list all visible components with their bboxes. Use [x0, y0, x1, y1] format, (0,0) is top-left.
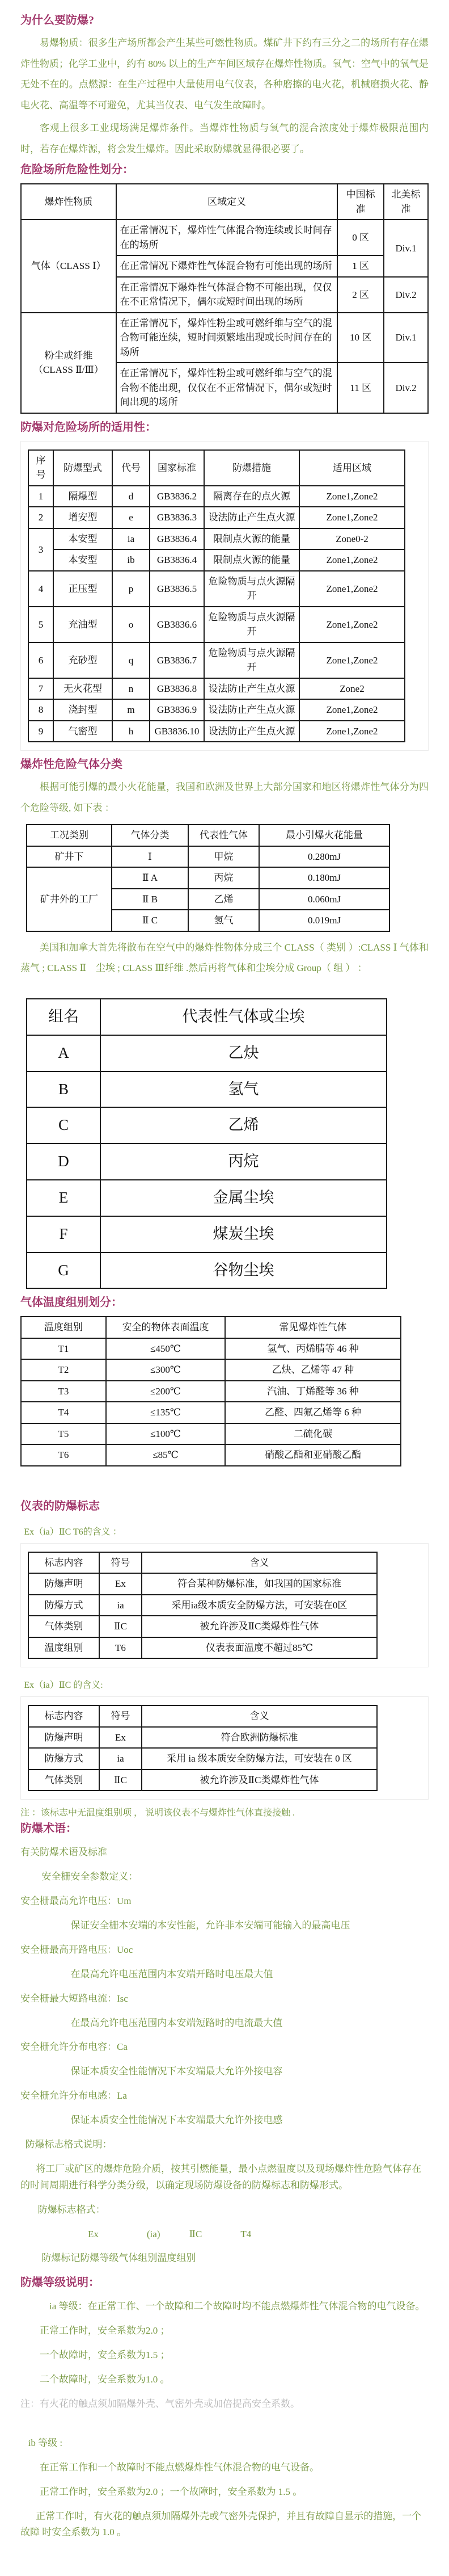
section-heading-gas-classes: 爆炸性危险气体分类 [20, 758, 122, 771]
column-header: 常见爆炸性气体 [225, 1317, 401, 1338]
table-cell: 气体类别 [28, 1616, 99, 1637]
table-cell: Div.1 [384, 220, 428, 277]
table-cell: 2 区 [337, 277, 384, 313]
mark-note: 注 ：该标志中无温度组别项 ， 说明该仪表不与爆炸性气体直接接触 . [20, 1808, 295, 1818]
text-line: 保证本质安全性能情况下本安端最大允许外接电感 [70, 2115, 283, 2126]
table-cell: 限制点火源的能量 [204, 549, 299, 571]
table-cell: Zone1,Zone2 [299, 571, 405, 607]
table-cell: 危险物质与点火源隔开 [204, 607, 299, 642]
section-why [20, 12, 429, 159]
table-cell: T3 [21, 1381, 106, 1402]
suitability-table [28, 449, 421, 743]
group-table [20, 998, 429, 1289]
table-cell: 仪表表面温度不超过85℃ [142, 1637, 377, 1659]
table-header-row [27, 999, 387, 1035]
text-line: 有关防爆术语及标准 [20, 1847, 107, 1858]
table-cell: ≤200℃ [106, 1381, 225, 1402]
table-cell: 防爆声明 [28, 1727, 99, 1749]
table-cell: Zone2 [299, 678, 405, 700]
table-cell: Zone1,Zone2 [299, 642, 405, 678]
text-line: ib 等级 : [28, 2437, 63, 2448]
table-cell: 1 区 [337, 255, 384, 277]
text-line: 正常工作时，安全系数为2.0 ；一个故障时，安全系数为 1.5 。 [40, 2486, 303, 2497]
text-line: 安全栅最高允许电压：Um [20, 1896, 132, 1907]
table-cell: ⅡC [99, 1770, 142, 1791]
table-cell: 硝酸乙酯和亚硝酸乙酯 [225, 1444, 401, 1466]
table-cell: 危险物质与点火源隔开 [204, 642, 299, 678]
subhead-ex-ia-iic: Ex（ia）ⅡC 的含义: [24, 1680, 103, 1691]
table-cell: 在正常情况下，爆炸性粉尘或可燃纤维与空气的混合物可能连续，短时间频繁地出现或长时间存在的场所 [116, 313, 338, 363]
table-cell: ≤450℃ [106, 1338, 225, 1360]
table-cell: 丙烷 [188, 867, 259, 889]
table-cell: 0 区 [337, 220, 384, 255]
text-line: ia 等级：在正常工作、一个故障和二个故障时均不能点燃爆炸性气体混合物的电气设备。 [49, 2301, 425, 2312]
table-cell: T6 [21, 1444, 106, 1466]
table-cell: 氢气 [100, 1071, 387, 1108]
table-cell: h [112, 721, 150, 742]
table-cell: 本安型 [53, 549, 112, 571]
table-cell: GB3836.3 [150, 507, 204, 528]
table-cell: 丙烷 [100, 1144, 387, 1180]
text-line: 注：有火花的触点须加隔爆外壳、气密外壳或加倍提高安全系数。 [20, 2398, 300, 2409]
table-cell: 甲烷 [188, 846, 259, 868]
text-line: 将工厂或矿区的爆炸危险介质，按其引燃能量，最小点燃温度以及现场爆炸性危险气体存在的时间周期进行科学分类分级，以确定现场防爆设备的防爆标志和防爆形式。 [20, 2163, 422, 2191]
text-line: Ex (ia) ⅡC T4 [88, 2228, 252, 2239]
table-cell: 防爆方式 [28, 1748, 99, 1770]
table-row [28, 678, 405, 700]
table-cell: G [27, 1253, 100, 1289]
column-header: 工况类别 [27, 825, 112, 846]
table-cell: 10 区 [337, 313, 384, 363]
table-cell: GB3836.7 [150, 642, 204, 678]
table-row [27, 1144, 387, 1180]
table-cell: Ⅱ B [112, 889, 188, 910]
table-cell: 粉尘或纤维（CLASS Ⅱ/Ⅲ） [21, 313, 116, 413]
column-header: 符号 [99, 1705, 142, 1727]
table-cell: ia [99, 1595, 142, 1616]
paragraph-why-1: 易爆物质：很多生产场所都会产生某些可燃性物质。煤矿井下约有三分之二的场所有存在爆炸性物质；化学工业中，约有 80% 以上的生产车间区域存在爆炸性物质。氧气：空气中的氧气是无处不在的。点燃源：在生产过程中大量使用电气仪表，各种磨擦的电火花，机械磨损火花、静电火花、高温等不可避免，尤其当仪表、电气发生故障时。 [20, 37, 429, 111]
table-cell: Zone1,Zone2 [299, 699, 405, 721]
mark-panel-2 [20, 1696, 429, 1800]
data-table [28, 449, 405, 743]
table-row [28, 549, 405, 571]
table-cell: 隔爆型 [53, 486, 112, 507]
table-cell: d [112, 486, 150, 507]
table-cell: p [112, 571, 150, 607]
table-cell: Div.1 [384, 313, 428, 363]
column-header: 代号 [112, 450, 150, 486]
table-cell: 被允许涉及ⅡC类爆炸性气体 [142, 1770, 377, 1791]
table-cell: Div.2 [384, 277, 428, 313]
table-row [27, 867, 389, 889]
table-cell: GB3836.2 [150, 486, 204, 507]
table-cell: 采用ia级本质安全防爆方法，可安装在0区 [142, 1595, 377, 1616]
table-cell: 乙醛、四氟乙烯等 6 种 [225, 1402, 401, 1423]
table-cell: 增安型 [53, 507, 112, 528]
table-row [27, 1035, 387, 1071]
data-table [26, 998, 387, 1289]
table-cell: E [27, 1180, 100, 1216]
spacer [20, 981, 429, 993]
table-row [28, 1573, 377, 1595]
table-cell: 乙烯 [100, 1107, 387, 1144]
table-cell: Div.2 [384, 363, 428, 413]
column-header: 爆炸性物质 [21, 184, 116, 220]
table-cell: C [27, 1107, 100, 1144]
table-cell: ia [112, 528, 150, 550]
table-header-row [27, 825, 389, 846]
table-row [28, 642, 405, 678]
table-header-row [21, 184, 428, 220]
table-cell: GB3836.5 [150, 571, 204, 607]
table-cell: GB3836.8 [150, 678, 204, 700]
table-cell: 6 [28, 642, 53, 678]
section-hazard-zones [20, 162, 429, 414]
table-cell: 谷物尘埃 [100, 1253, 387, 1289]
table-cell: 汽油、丁烯醛等 36 种 [225, 1381, 401, 1402]
table-cell: 0.180mJ [259, 867, 389, 889]
table-cell: 防爆方式 [28, 1595, 99, 1616]
table-cell: 设法防止产生点火源 [204, 699, 299, 721]
table-cell: Zone1,Zone2 [299, 507, 405, 528]
text-line: 保证安全栅本安端的本安性能，允许非本安端可能输入的最高电压 [70, 1920, 350, 1931]
text-line: 安全栅允许分布电容：Ca [20, 2041, 128, 2053]
table-cell: 7 [28, 678, 53, 700]
section-marks [20, 1498, 429, 1819]
table-cell: 9 [28, 721, 53, 742]
section-heading-hazard-zones: 危险场所危险性划分： [20, 163, 134, 177]
hazard-zones-table [20, 183, 429, 414]
table-cell: 在正常情况下，爆炸性粉尘或可燃纤维与空气的混合物不能出现，仅仅在不正常情况下，偶尔或短时间出现的场所 [116, 363, 338, 413]
table-cell: F [27, 1216, 100, 1253]
table-cell: 设法防止产生点火源 [204, 721, 299, 742]
text-line: 安全栅最高开路电压：Uoc [20, 1944, 133, 1955]
suitability-panel [20, 441, 429, 751]
table-cell: 采用 ia 级本质安全防爆方法，可安装在 0 区 [142, 1748, 377, 1770]
table-cell: T6 [99, 1637, 142, 1659]
section-terms [20, 1821, 429, 2267]
section-heading-marks: 仪表的防爆标志 [20, 1499, 100, 1512]
table-cell: ≤85℃ [106, 1444, 225, 1466]
column-header: 标志内容 [28, 1552, 99, 1574]
column-header: 含义 [142, 1705, 377, 1727]
table-cell: 气体类别 [28, 1770, 99, 1791]
text-line: 防爆标志格式说明： [25, 2139, 112, 2150]
table-row [28, 607, 405, 642]
table-row [28, 1727, 377, 1749]
text-line: 一个故障时，安全系数为1.5 ； [40, 2350, 170, 2361]
table-row [21, 1444, 401, 1466]
text-line: 在正常工作和一个故障时不能点燃爆炸性气体混合物的电气设备。 [40, 2461, 319, 2473]
table-cell: ≤100℃ [106, 1423, 225, 1445]
data-table [28, 1552, 378, 1659]
table-cell: 浇封型 [53, 699, 112, 721]
table-cell: 气体（CLASS Ⅰ） [21, 220, 116, 313]
table-cell: GB3836.4 [150, 528, 204, 550]
paragraph-us-canada: 美国和加拿大首先将散布在空气中的爆炸性物体分成三个 CLASS（ 类别 ）:CLASS Ⅰ 气体和蒸气 ; CLASS Ⅱ 尘埃 ; CLASS Ⅲ纤维 .然后再将气体和尘埃分成 Group（ 组 ） ： [20, 942, 429, 974]
table-cell: T5 [21, 1423, 106, 1445]
column-header: 北美标准 [384, 184, 428, 220]
table-cell: T1 [21, 1338, 106, 1360]
text-line: 正常工作时，有火花的触点须加隔爆外壳或气密外壳保护，并且有故障自显示的措施，一个故障 时安全系数为 1.0 。 [20, 2510, 422, 2538]
data-table [26, 824, 390, 932]
table-cell: 氢气、丙烯腈等 46 种 [225, 1338, 401, 1360]
table-row [28, 507, 405, 528]
table-cell: 无火花型 [53, 678, 112, 700]
table-cell: Ⅰ [112, 846, 188, 868]
section-grades [20, 2275, 429, 2541]
table-cell: 设法防止产生点火源 [204, 507, 299, 528]
section-temp-groups [20, 1295, 429, 1466]
column-header: 含义 [142, 1552, 377, 1574]
text-line: 安全栅最大短路电流：Isc [20, 1993, 128, 2004]
column-header: 国家标准 [150, 450, 204, 486]
table-cell: 限制点火源的能量 [204, 528, 299, 550]
table-cell: 3 [28, 528, 53, 571]
table-cell: Zone1,Zone2 [299, 549, 405, 571]
table-row [27, 1107, 387, 1144]
section-heading-grades: 防爆等级说明： [20, 2276, 100, 2289]
table-cell: 矿井外的工厂 [27, 867, 112, 931]
table-cell: o [112, 607, 150, 642]
table-row [28, 486, 405, 507]
table-cell: ≤300℃ [106, 1359, 225, 1381]
table-cell: Ⅱ C [112, 910, 188, 931]
table-cell: A [27, 1035, 100, 1071]
table-cell: 5 [28, 607, 53, 642]
table-cell: 2 [28, 507, 53, 528]
table-cell: ⅡC [99, 1616, 142, 1637]
section-heading-terms: 防爆术语： [20, 1822, 77, 1835]
table-header-row [28, 1552, 377, 1574]
table-cell: 0.060mJ [259, 889, 389, 910]
column-header: 代表性气体或尘埃 [100, 999, 387, 1035]
table-row [28, 528, 405, 550]
table-row [28, 1616, 377, 1637]
table-cell: 0.019mJ [259, 910, 389, 931]
table-cell: 乙炔 [100, 1035, 387, 1071]
column-header: 区域定义 [116, 184, 338, 220]
table-cell: Ⅱ A [112, 867, 188, 889]
table-cell: D [27, 1144, 100, 1180]
text-line: 保证本质安全性能情况下本安端最大允许外接电容 [70, 2066, 283, 2077]
table-row [21, 1423, 401, 1445]
text-line: 在最高允许电压范围内本安端开路时电压最大值 [70, 1968, 273, 1980]
column-header: 符号 [99, 1552, 142, 1574]
table-cell: e [112, 507, 150, 528]
table-row [28, 721, 405, 742]
table-cell: 4 [28, 571, 53, 607]
table-cell: 在正常情况下，爆炸性气体混合物连续或长时间存在的场所 [116, 220, 338, 255]
table-cell: 正压型 [53, 571, 112, 607]
table-cell: 符合某种防爆标准，如我国的国家标准 [142, 1573, 377, 1595]
table-cell: 11 区 [337, 363, 384, 413]
column-header: 最小引爆火花能量 [259, 825, 389, 846]
table-cell: T4 [21, 1402, 106, 1423]
table-row [28, 571, 405, 607]
table-row [21, 1338, 401, 1360]
section-gas-classes [20, 757, 429, 1289]
table-cell: n [112, 678, 150, 700]
table-row [28, 1748, 377, 1770]
spacer [20, 1472, 429, 1498]
table-cell: 乙炔、乙烯等 47 种 [225, 1359, 401, 1381]
table-cell: GB3836.6 [150, 607, 204, 642]
table-cell: 充油型 [53, 607, 112, 642]
table-cell: 符合欧洲防爆标准 [142, 1727, 377, 1749]
table-row [27, 1253, 387, 1289]
table-cell: 8 [28, 699, 53, 721]
text-line: 安全栅安全参数定义： [41, 1871, 138, 1882]
table-cell: 二硫化碳 [225, 1423, 401, 1445]
table-cell: 在正常情况下爆炸性气体混合物有可能出现的场所 [116, 255, 338, 277]
subhead-ex-ia-iic-t6: Ex（ia）ⅡC T6的含义 ： [24, 1527, 122, 1537]
column-header: 代表性气体 [188, 825, 259, 846]
table-row [21, 313, 428, 363]
paragraph-gas-intro: 根据可能引爆的最小火花能量，我国和欧洲及世界上大部分国家和地区将爆炸性气体分为四个危险等级, 如下表 ： [20, 781, 429, 813]
section-heading-temp-groups: 气体温度组别划分： [20, 1296, 122, 1309]
mark-table-2 [28, 1705, 421, 1791]
table-cell: Zone1,Zone2 [299, 486, 405, 507]
table-cell: Ex [99, 1727, 142, 1749]
table-cell: q [112, 642, 150, 678]
table-cell: GB3836.4 [150, 549, 204, 571]
text-line: 二个故障时，安全系数为1.0 。 [40, 2374, 170, 2385]
data-table [28, 1705, 378, 1791]
column-header: 防爆措施 [204, 450, 299, 486]
table-cell: 矿井下 [27, 846, 112, 868]
data-table [20, 1316, 401, 1466]
table-cell: 在正常情况下爆炸性气体混合物不可能出现，仅仅在不正常情况下，偶尔或短时间出现的场所 [116, 277, 338, 313]
table-row [28, 1770, 377, 1791]
table-cell: m [112, 699, 150, 721]
table-row [21, 1359, 401, 1381]
table-cell: Zone1,Zone2 [299, 607, 405, 642]
terms-lines [20, 1844, 429, 2267]
table-cell: 隔离存在的点火源 [204, 486, 299, 507]
text-line: 防爆标志格式： [37, 2204, 105, 2215]
table-row [28, 1637, 377, 1659]
table-row [21, 1402, 401, 1423]
table-row [27, 1071, 387, 1108]
table-cell: GB3836.9 [150, 699, 204, 721]
table-row [27, 1216, 387, 1253]
table-cell: T2 [21, 1359, 106, 1381]
table-cell: 乙烯 [188, 889, 259, 910]
table-cell: Ex [99, 1573, 142, 1595]
table-header-row [28, 1705, 377, 1727]
table-cell: 温度组别 [28, 1637, 99, 1659]
column-header: 组名 [27, 999, 100, 1035]
text-line: 在最高允许电压范围内本安端短路时的电流最大值 [70, 2017, 283, 2028]
table-row [27, 1180, 387, 1216]
table-cell: Zone0-2 [299, 528, 405, 550]
section-heading-why: 为什么要防爆? [20, 14, 94, 27]
mark-table-1 [28, 1552, 421, 1659]
column-header: 标志内容 [28, 1705, 99, 1727]
table-cell: 设法防止产生点火源 [204, 678, 299, 700]
section-suitability [20, 419, 429, 751]
section-heading-suitability: 防爆对危险场所的适用性： [20, 421, 156, 434]
column-header: 中国标准 [337, 184, 384, 220]
table-cell: 1 [28, 486, 53, 507]
table-cell: ib [112, 549, 150, 571]
table-cell: ≤135℃ [106, 1402, 225, 1423]
table-row [27, 846, 389, 868]
table-row [21, 1381, 401, 1402]
table-row [28, 1595, 377, 1616]
table-cell: 气密型 [53, 721, 112, 742]
column-header: 防爆型式 [53, 450, 112, 486]
table-cell: ia [99, 1748, 142, 1770]
table-cell: B [27, 1071, 100, 1108]
table-cell: Zone1,Zone2 [299, 721, 405, 742]
table-header-row [28, 450, 405, 486]
table-cell: 0.280mJ [259, 846, 389, 868]
mark-panel-1 [20, 1543, 429, 1668]
table-cell: 氢气 [188, 910, 259, 931]
column-header: 气体分类 [112, 825, 188, 846]
table-cell: 金属尘埃 [100, 1180, 387, 1216]
table-cell: 充砂型 [53, 642, 112, 678]
data-table [20, 183, 429, 414]
paragraph-why-2: 客观上很多工业现场满足爆炸条件。当爆炸性物质与氧气的混合浓度处于爆炸极限范围内时，若存在爆炸源，将会发生爆炸。因此采取防爆就显得很必要了。 [20, 123, 429, 154]
table-row [28, 699, 405, 721]
text-line: 正常工作时，安全系数为2.0 ； [40, 2325, 170, 2337]
table-header-row [21, 1317, 401, 1338]
table-cell: 危险物质与点火源隔开 [204, 571, 299, 607]
table-cell: GB3836.10 [150, 721, 204, 742]
column-header: 序号 [28, 450, 53, 486]
grade-lines [20, 2298, 429, 2541]
table-cell: 本安型 [53, 528, 112, 550]
column-header: 安全的物体表面温度 [106, 1317, 225, 1338]
column-header: 适用区域 [299, 450, 405, 486]
table-row [21, 220, 428, 255]
table-cell: 被允许涉及ⅡC类爆炸性气体 [142, 1616, 377, 1637]
gas-class-table [20, 824, 429, 932]
table-cell: 煤炭尘埃 [100, 1216, 387, 1253]
table-cell: 防爆声明 [28, 1573, 99, 1595]
text-line: 安全栅允许分布电感：La [20, 2090, 127, 2102]
text-line: 防爆标记防爆等级气体组别温度组别 [41, 2253, 196, 2264]
temp-group-table [20, 1316, 429, 1466]
column-header: 温度组别 [21, 1317, 106, 1338]
